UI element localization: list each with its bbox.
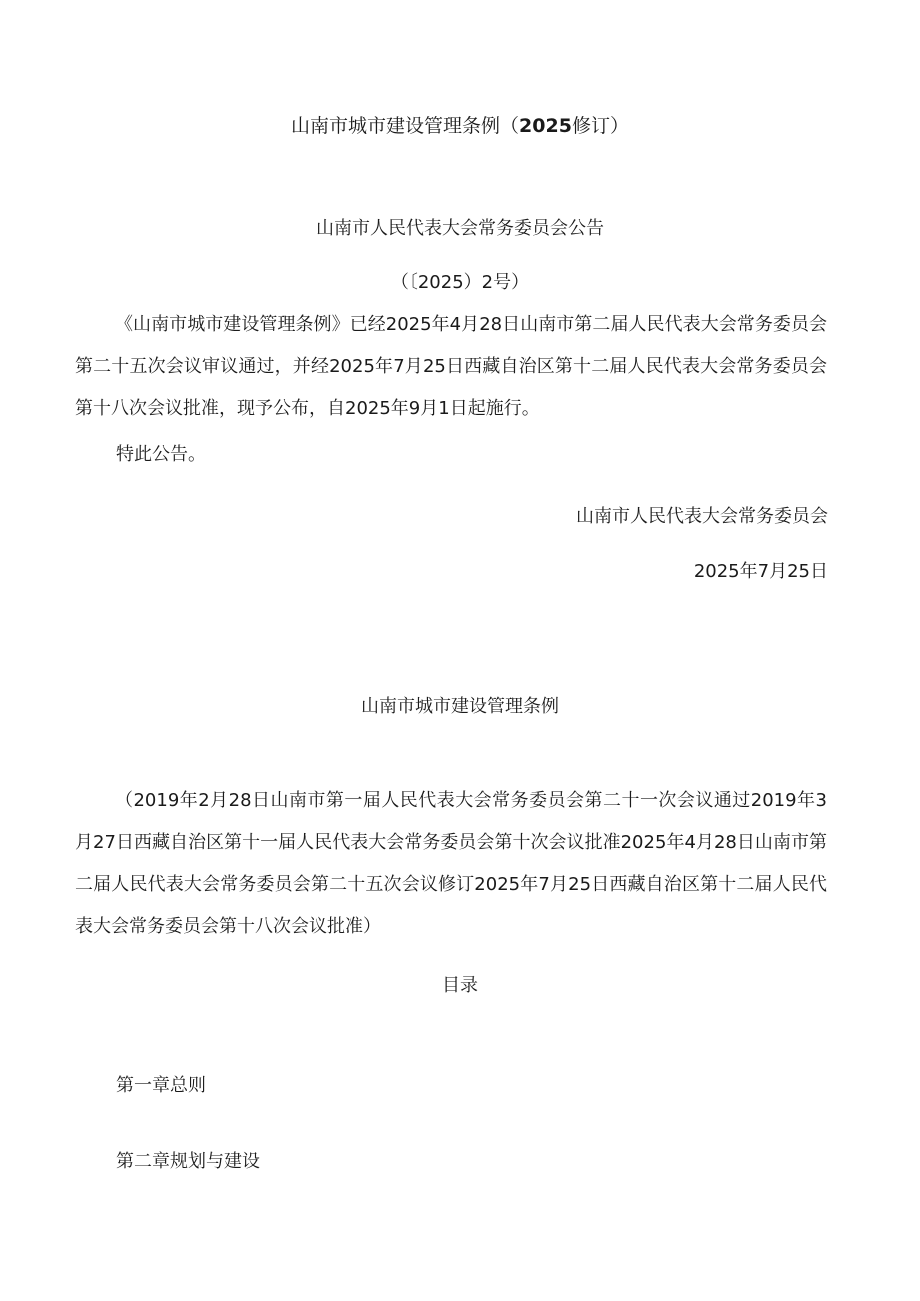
title-year: 2025 <box>519 115 572 137</box>
announcement-number: （〔2025）2号） <box>390 272 530 293</box>
announcement-date: 2025年7月25日 <box>693 561 828 582</box>
toc-chapter-2: 第二章规划与建设 <box>116 1151 260 1172</box>
document-title <box>0 115 920 137</box>
toc-heading: 目录 <box>442 975 478 996</box>
announcement-body: 《山南市城市建设管理条例》已经2025年4月28日山南市第二届人民代表大会常务委员会第二十五次会议审议通过，并经2025年7月25日西藏自治区第十二届人民代表大会常务委员会第十八次会议批准，现予公布，自2025年9月1日起施行。 <box>75 314 827 419</box>
title-prefix: 山南市城市建设管理条例（ <box>291 115 520 137</box>
regulation-heading: 山南市城市建设管理条例 <box>361 696 559 717</box>
announcement-signatory: 山南市人民代表大会常务委员会 <box>576 506 828 527</box>
title-suffix: 修订） <box>571 115 629 137</box>
regulation-history: （2019年2月28日山南市第一届人民代表大会常务委员会第二十一次会议通过2019年3月27日西藏自治区第十一届人民代表大会常务委员会第十次会议批准2025年4月28日山南市第二届人民代表大会常务委员会第二十五次会议修订2025年7月25日西藏自治区第十二届人民代表大会常务委员会第十八次会议批准） <box>75 790 827 937</box>
announcement-closing: 特此公告。 <box>116 444 206 465</box>
announcement-heading: 山南市人民代表大会常务委员会公告 <box>316 218 604 239</box>
toc-chapter-1: 第一章总则 <box>116 1075 206 1096</box>
